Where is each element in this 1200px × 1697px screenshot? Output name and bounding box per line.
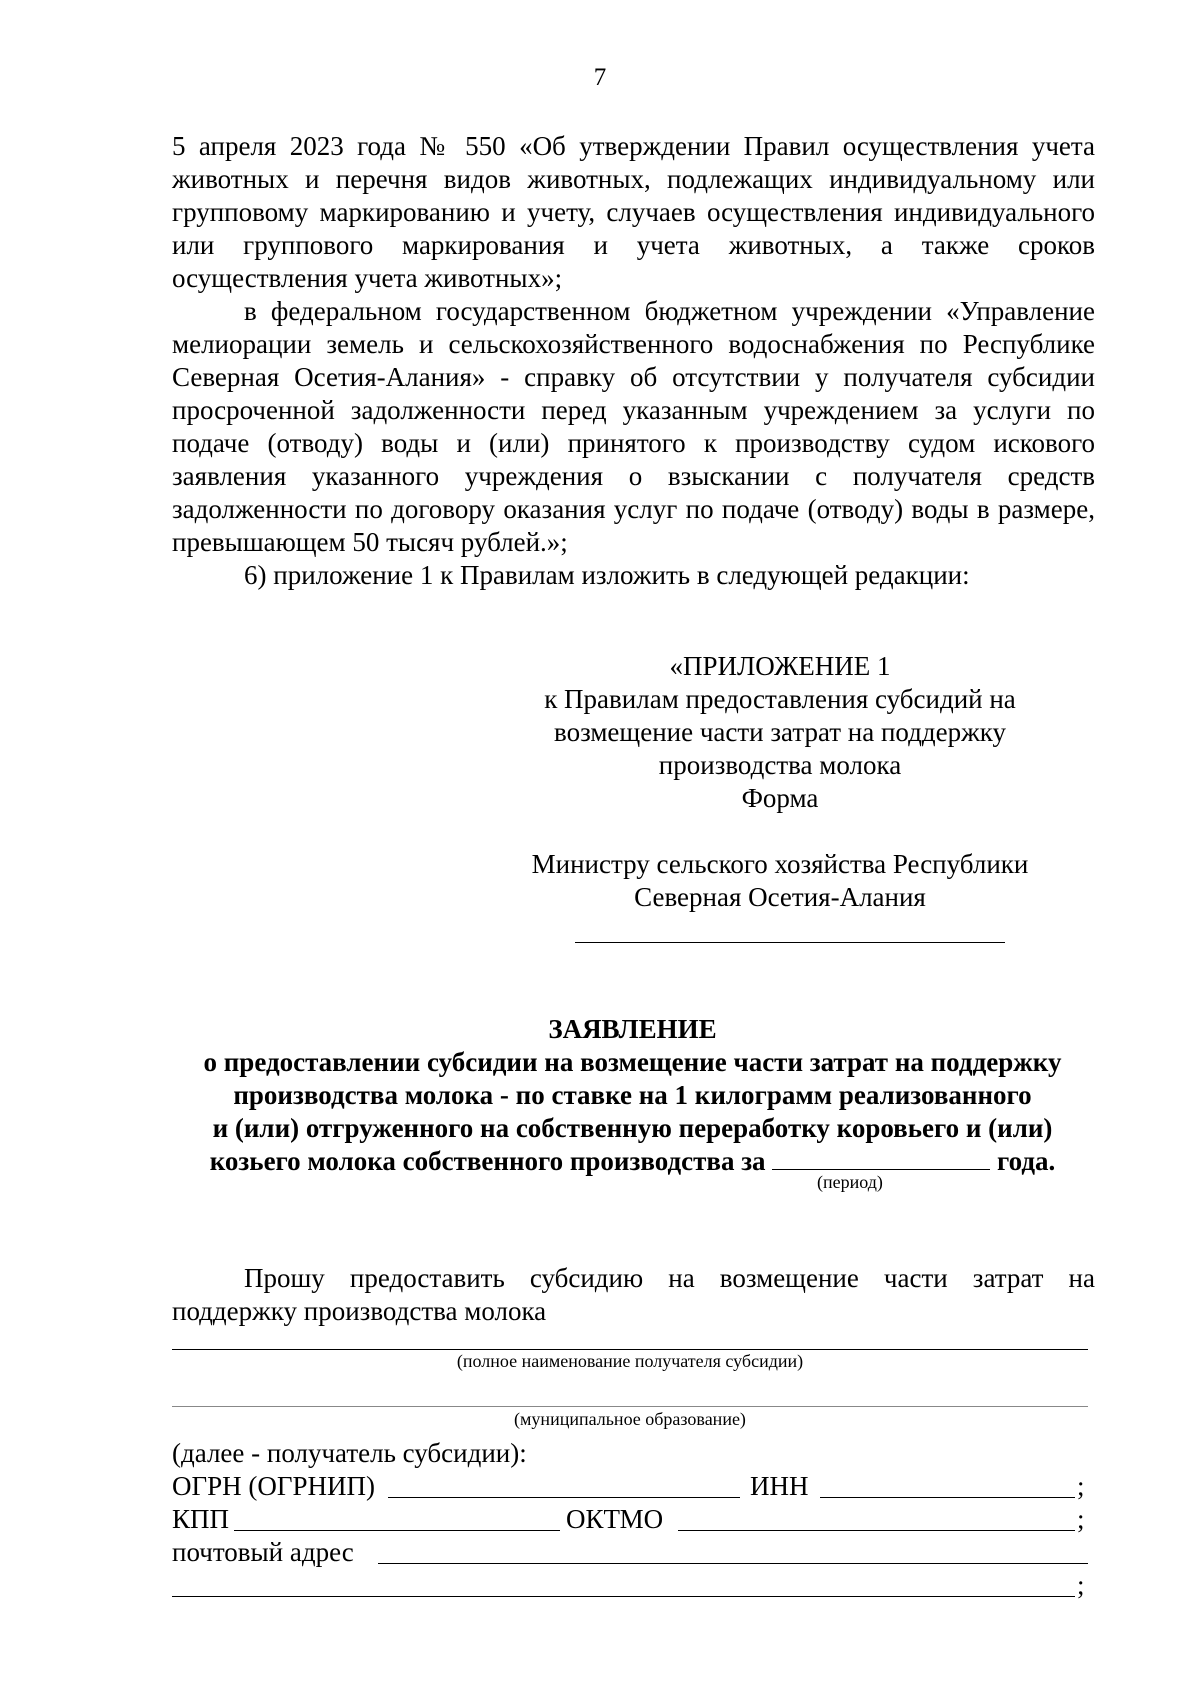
municipality-caption: (муниципальное образование) <box>514 1409 746 1429</box>
addressee-line: Министру сельского хозяйства Республики <box>531 849 1029 879</box>
title-line: и (или) отгруженного на собственную переработку коровьего и (или) <box>212 1113 1053 1143</box>
appendix-line: к Правилам предоставления субсидий на <box>544 684 1016 714</box>
addressee <box>520 848 1040 914</box>
inn-semicolon: ; <box>1077 1471 1085 1501</box>
address-label: почтовый адрес <box>172 1537 354 1567</box>
appendix-header <box>520 650 1040 815</box>
title-heading: ЗАЯВЛЕНИЕ <box>548 1014 717 1044</box>
request-paragraph: Прошу предоставить субсидию на возмещение части затрат на поддержку производства молока <box>172 1263 1095 1326</box>
hereinafter-text: (далее - получатель субсидии): <box>172 1438 527 1468</box>
period-blank <box>772 1145 990 1170</box>
appendix-line: «ПРИЛОЖЕНИЕ 1 <box>669 651 891 681</box>
address-line <box>378 1563 1088 1564</box>
body-text <box>172 130 1095 592</box>
form-label: Форма <box>741 783 819 813</box>
kpp-line <box>234 1530 560 1531</box>
oktmo-label: ОКТМО <box>566 1504 664 1534</box>
title-line: о предоставлении субсидии на возмещение части затрат на поддержку <box>203 1047 1062 1077</box>
application-title <box>150 1013 1115 1178</box>
appendix-line: возмещение части затрат на поддержку <box>554 717 1006 747</box>
municipality-line <box>172 1406 1088 1407</box>
kpp-label: КПП <box>172 1504 230 1534</box>
inn-line <box>820 1497 1075 1498</box>
ogrn-line <box>388 1497 740 1498</box>
oktmo-semicolon: ; <box>1077 1504 1085 1534</box>
paragraph-melioration-certificate: в федеральном государственном бюджетном учреждении «Управление мелиорации земель и сельскохозяйственного водоснабжения по Республике Северная Осетия-Алания» - справку об отсутствии у получателя субсидии просроченной задолженности перед указанным учреждением за услуги по подаче (отводу) воды и (или) принятого к производству судом искового заявления указанного учреждения о взыскании с получателя средств задолженности по договору оказания услуг по подаче (отводу) воды в размере, превышающем 50 тысяч рублей.»; <box>172 296 1095 557</box>
recipient-name-line <box>172 1349 1088 1350</box>
appendix-line: производства молока <box>658 750 902 780</box>
recipient-name-caption: (полное наименование получателя субсидии) <box>456 1351 804 1371</box>
paragraph-decree-reference: 5 апреля 2023 года № 550 «Об утверждении Правил осуществления учета животных и перечня видов животных, подлежащих индивидуальному или групповому маркированию и учету, случаев осуществления индивидуального или группового маркирования и учета животных, а также сроков осуществления учета животных»; <box>172 131 1095 293</box>
addressee-line: Северная Осетия-Алания <box>634 882 926 912</box>
title-line-start: козьего молока собственного производства за <box>209 1146 766 1176</box>
title-line: производства молока - по ставке на 1 килограмм реализованного <box>233 1080 1032 1110</box>
oktmo-line <box>678 1530 1075 1531</box>
addressee-blank-line <box>575 942 1005 943</box>
address-line-2 <box>172 1596 1075 1597</box>
inn-label: ИНН <box>750 1471 809 1501</box>
paragraph-appendix-amendment: 6) приложение 1 к Правилам изложить в следующей редакции: <box>244 560 970 590</box>
ogrn-label: ОГРН (ОГРНИП) <box>172 1471 375 1501</box>
title-line-end: года. <box>997 1146 1056 1176</box>
period-caption: (период) <box>817 1172 883 1192</box>
address-semicolon: ; <box>1077 1570 1085 1600</box>
page-number: 7 <box>593 64 607 91</box>
title-line-period <box>150 1145 1115 1178</box>
